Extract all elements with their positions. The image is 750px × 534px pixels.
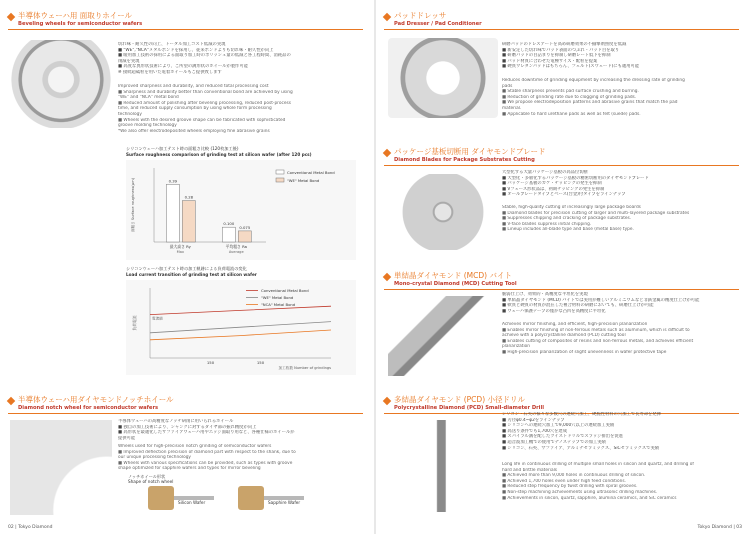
text-line: ■ "WE","NCA"メタルボンドを採用し、従来ボンドよりも切れ味・耐久性が向上 [118,47,274,53]
text-line: ■ 研磨パッドの目詰まりを抑制し研磨レート低下を抑制 [502,53,611,59]
pcd-en-text [502,462,746,501]
text-line: ■ 新安定した切れ味でパッド表面のつぶれ・パッド目を取り [502,47,620,53]
notch-shape-diagram [130,484,330,512]
package-blade-jp-text [502,170,746,198]
chart1-title-en: Surface roughness comparison of grinding test at silicon wafer (after 120 pcs) [126,152,312,157]
notch-shape-svg [130,484,330,512]
pad-dresser-jp-text [502,42,746,70]
text-line: ■ Vフェース形状品は、初期チッピングの発生を抑制 [502,186,605,192]
bar-data-label: 0.075 [239,224,251,230]
legend-swatch [276,178,284,182]
package-blade-en-text [502,205,746,233]
beveling-subtitle: Beveling wheels for semiconductor wafers [18,21,143,27]
text-line: ■ 軟質と硬質の材質が混在した複合材料の研磨においても、研磨仕上げが可能 [502,303,654,309]
bar [238,231,251,242]
text-line: ■ 暖用加工技術の採用による面取り加工時のポリッシュ量の低減と各工程時間、消耗品の [118,53,291,59]
text-line: ■ We propose electrodeposition patterns and abrasive grains that match the pad [502,100,678,106]
text-line: Stable, high-quality cutting of increasingly large package boards [502,205,641,210]
text-line: our unique processing technology [118,455,191,461]
pad-dresser-en-text [502,78,746,117]
category-sublabel: Max [176,250,185,254]
bar [182,201,195,242]
text-line: ■ High-precision planarization of slight unevenness in wafer protective tape [502,349,667,355]
category-sublabel: Average [228,250,244,254]
text-line: ■ Enables mirror finishing of non-ferrous metals such as aluminum, which is difficult to [502,327,690,333]
series-line [150,322,331,333]
silicon-wafer-label: Silicon Wafer [178,500,206,505]
text-line: ■ 超音波加工機での使用でナノステップでの加工実績 [502,439,606,445]
text-line: ■ Enables cutting of composites of resins and non-ferrous metals, and achieves efficient [502,338,694,344]
text-line: ■ パッド材質に合わせた電極サイズ・配粒を提案 [502,58,598,64]
bar [222,227,235,242]
text-line: ■ 独自の加工技術により、シャンクに対するダイヤ部の振れ精度が向上 [118,424,257,430]
text-line: groove molding technology [118,123,177,129]
x-tick-label: 150 [206,360,215,365]
mcd-jp-text [502,292,746,314]
bar-data-label: 0.39 [168,178,178,184]
package-blade-title: パッケージ基板切断用 ダイヤモンドブレード [394,147,546,156]
x-tick-label: 150 [256,360,265,365]
legend-label: "NCA" Metal Bond [261,302,296,307]
text-line: ■ Improved deflection precision of diamond part with respect to the shank, due to [118,449,296,455]
legend-label: Conventional Metal Bond [261,288,309,293]
text-line: シリコン・石英の様々な多数穴の連続穴加工、硬脆性材料の穴加工で長寿命を発揮 [502,412,661,417]
text-line: ■ Sharpness and durability better than conventional bond are achieved by using [118,89,293,95]
beveling-title: 半導体ウェーハ用 面取りホイール [18,11,133,20]
text-line: ■ Diamond blades for precision cutting of larger and multi-layered package substrates [502,210,690,216]
text-line: shape optimized for sapphire wafers and types for mirror beveling [118,466,261,472]
text-line: ■ Wheels with various specifications can be provided, such as types with groove [118,460,293,466]
text-line: Wheels used for high-precision notch grinding of semiconductor wafers [118,444,272,449]
text-line: ■ Suppresses chipping and cracking of package substrates. [502,216,632,222]
text-line: *We also offer electrodeposited wheels employing fine abrasive grains [118,128,270,134]
text-line: 提供可能 [118,435,136,441]
beveling-en-text [118,84,368,134]
category-label: 平均粗さ Ra [225,244,247,249]
section-marker-icon [7,13,15,21]
text-line: ■ シリコン、石英、サファイア、アルミナセラミックス、SiCセラミックスで実績 [502,445,660,451]
legend-label: "WE" Metal Bond [287,178,320,183]
text-line: ※ 接続超砥粒を用いた電着ホイールもご提供致します [118,69,222,75]
beveling-jp-text [118,42,368,76]
text-line: ■ ウェーハ保護テープの僅かな凸凹を高精度に平坦化 [502,308,606,314]
text-line: ■ Reduced step frequency by twist drilling with spiral grooves. [502,484,638,490]
text-line: ■ Achieved more than 9,000 holes in continuous drilling of silicon. [502,473,646,479]
pad-dresser-title: パッドドレッサ [394,11,447,20]
threshold-label: 電流値 [152,316,163,321]
bar-data-label: 0.28 [184,194,194,200]
text-line: ■ スパイラル溝を配したツイストドリルでスラッジ排出を促進 [502,434,623,440]
mcd-rule [384,289,739,290]
text-line: achieve with a polycrystalline diamond (PCD) cutting tool [502,333,626,339]
roughness-bar-svg [126,160,356,260]
text-line: 脆弱仕上げ、効果的・高精度な平坦化を実現 [502,292,588,297]
text-line: ■ 高度な異形状技術により、ご所望の溝形状のホイールが製作可能 [118,64,248,70]
legend-label: Conventional Metal Bond [287,170,335,175]
package-blade-photo [388,174,498,250]
legend-swatch [276,170,284,174]
section-marker-icon [383,397,391,405]
roughness-bar-chart [126,160,356,260]
legend-label: "WE" Metal Bond [261,295,294,300]
left-page [0,0,374,534]
pad-dresser-rule [384,29,739,30]
notch-rule [8,413,363,414]
section-marker-icon [383,13,391,21]
text-line: Improved sharpness and durability, and reduced total processing cost [118,84,269,89]
notch-title: 半導体ウェーハ用ダイヤモンドノッチホイール [18,395,174,404]
text-line: ■ Lineup includes all-blade type and base (metal base) type. [502,227,634,233]
text-line: 削減を実現 [118,58,140,64]
load-current-svg [126,280,356,375]
chart2-title-jp: シリコンウェーハ加工テスト時の加工軌跡による負荷電流の変化 [126,266,247,271]
notch-subtitle: Diamond notch wheel for semiconductor wafers [18,405,159,411]
text-line: ■ Wheels with the desired groove shape can be fabricated with sophisticated [118,117,286,123]
pcd-jp-text [502,412,746,451]
mcd-title: 単結晶ダイヤモンド (MCD) バイト [394,271,512,280]
x-axis-label: 加工枚数 Number of grindings [278,366,331,370]
pad-dresser-subtitle: Pad Dresser / Pad Conditioner [394,21,482,27]
text-line: material. [502,105,522,111]
text-line: 切れ味・耐久性の向上、トータル加工コスト低減の実現 [118,42,226,47]
text-line: Reduces downtime of grinding equipment by increasing the dressing rate of grinding [502,78,685,83]
series-line [150,306,331,314]
right-page-footer: Tokyo Diamond | 03 [697,525,742,530]
text-line: ■ 大型化・多層化するパッケージ基板の精密切断用のダイヤモンドブレード [502,175,649,181]
text-line: ■ V-face blades suppress initial chipping. [502,221,592,227]
text-line: ■ 高形状を最適化したサファイアウェーハ用やエッジ面取り用など、各種仕様のホイールが [118,430,295,436]
notch-en-text [118,444,368,472]
text-line: ■ オールブレードタイプとベース(台金)付タイプをラインナップ [502,192,626,198]
text-line: ■ 硬質ウレタンパッドはもちろん、フェルト(スウェード)にも適用可能 [502,64,640,70]
text-line: planarization [502,344,530,350]
text-line: "WE" and "NCA" metal bond [118,95,179,101]
text-line: ■ Reduction of grinding rate due to clogging of grinding pads. [502,94,637,100]
text-line: ■ Achievements in silicon, quartz, sapphire, alumina ceramics, and SiC ceramics [502,495,677,501]
y-axis-label: 面粗さ Surface roughness(μm) [131,177,135,233]
left-page-footer: 02 | Tokyo Diamond [8,525,53,530]
load-current-line-chart [126,280,356,375]
pcd-title: 多結晶ダイヤモンド (PCD) 小径ドリル [394,395,526,404]
package-blade-subtitle: Diamond Blades for Package Substrates Cutting [394,157,535,163]
text-line: ■ Non-step machining achievements using ultrasonic drilling machines. [502,489,658,495]
text-line: ■ 高送り条件でも1,700穴を達成 [502,428,567,434]
right-page [376,0,750,534]
text-line: hard and brittle materials [502,467,558,473]
section-marker-icon [383,149,391,157]
pcd-drill-photo [388,420,498,512]
sapphire-notch-wheel-shape [238,486,264,510]
notch-wheel-photo [10,420,112,515]
text-line: ■ 単結晶ダイヤモンド (MCD) バイトでは実用が難しいアルミニウムなど非鉄金属の精度仕上げが可能 [502,297,700,303]
notch-shape-label-jp: ノッチホイール形状 [128,474,166,479]
chart1-title-jp: シリコンウェーハ加工テスト時の面粗さ比較 (120枚加工後) [126,146,239,151]
text-line: ■ Stable sharpness prevents pad surface crushing and burring. [502,89,639,95]
text-line: technology [118,111,142,117]
text-line: ■ Reduced amount of polishing after beveling processing, reduced post-process [118,100,291,106]
silicon-notch-wheel-shape [148,486,174,510]
text-line: Long life in continuous drilling of multiple small holes in silicon and quartz, and drilling of [502,462,694,467]
mcd-subtitle: Mono-crystal Diamond (MCD) Cutting Tool [394,281,517,287]
pcd-subtitle: Polycrystalline Diamond (PCD) Small-diameter Drill [394,405,545,411]
text-line: ■ Achieved 1,700 holes even under high feed conditions. [502,478,626,484]
section-marker-icon [7,397,15,405]
sapphire-wafer-label: Sapphire Wafer [268,500,301,505]
pad-dresser-photo [388,38,498,118]
text-line: ■ シリコンへの連続穴加工で9,000穴以上の連続加工実績 [502,423,615,429]
text-line: ■ Applicable to hard urethane pads as well as felt (suede) pads. [502,111,641,117]
text-line: 半導体ウェーハの高精度なノッチ研削に用いられるホイール [118,419,234,424]
text-line: time, and reduced supply consumption by using whole form processing [118,106,272,112]
y-axis-label: 負荷電流 [132,315,137,331]
text-line: pads [502,83,513,89]
beveling-rule [8,29,363,30]
text-line: 大型化する大量パッケージ基板の高品位切断 [502,170,588,175]
bar [166,184,179,242]
text-line: 研磨パッドのドレスアートを高め研磨効果の不揃撃剤照度を低減 [502,42,627,47]
text-line: Achieves mirror finishing, and efficient, high-precision planarization [502,322,648,327]
notch-jp-text [118,419,368,441]
notch-shape-label-en: Shape of notch wheel [128,479,174,484]
text-line: ■ パッケージ基板のカケ・チッピングの発生を抑制 [502,181,602,187]
chart2-title-en: Load current transition of grinding test at silicon wafer [126,272,257,277]
mcd-tool-photo [388,296,498,376]
bar-data-label: 0.100 [223,221,235,227]
beveling-wheel-photo [10,40,112,128]
mcd-en-text [502,322,746,356]
section-marker-icon [383,273,391,281]
text-line: ■ 刃径φ0.4~φ2をラインナップ [502,417,565,423]
package-blade-rule [384,165,739,166]
category-label: 最大高さ Ry [169,244,191,249]
